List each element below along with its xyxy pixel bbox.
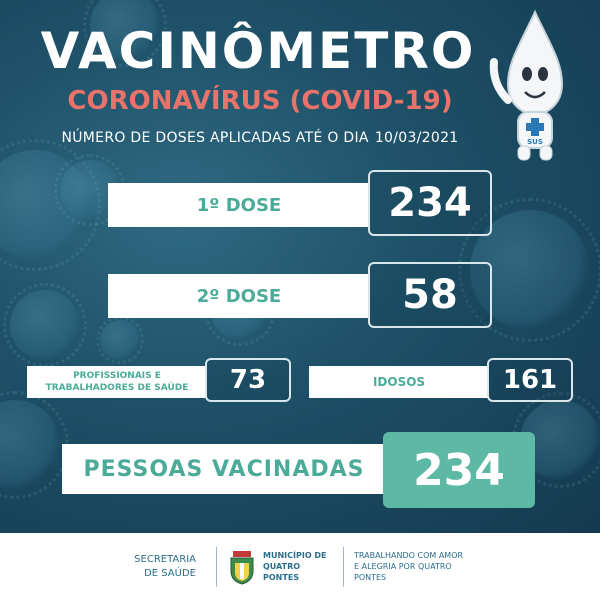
mascot-badge: SUS [527,138,543,146]
footer-divider [343,547,344,587]
vaccine-drop-mascot-icon [480,4,590,164]
slogan-line2: E ALEGRIA POR QUATRO PONTES [354,562,452,582]
footer [0,533,600,600]
secretaria-line2: DE SAÚDE [144,567,196,579]
municipio-line1: MUNICÍPIO DE [263,551,327,560]
vaccinated-label: PESSOAS VACINADAS [62,444,386,494]
virus-decoration [0,400,60,490]
dose1-value: 234 [368,170,492,236]
footer-divider [216,547,217,587]
municipal-crest-icon [227,549,257,585]
health-workers-label: PROFISSIONAIS E TRABALHADORES DE SAÚDE [27,366,207,398]
vaccinated-value: 234 [383,432,535,508]
virus-decoration [100,320,140,360]
virus-decoration [10,290,80,360]
elderly-label: IDOSOS [309,366,489,398]
dose2-value: 58 [368,262,492,328]
elderly-value: 161 [487,358,573,402]
health-workers-value: 73 [205,358,291,402]
slogan-line1: TRABALHANDO COM AMOR [354,551,464,560]
dose2-label: 2º DOSE [108,274,370,318]
page-title: VACINÔMETRO [40,22,476,80]
footer-secretaria [116,553,196,581]
doses-text: NÚMERO DE DOSES APLICADAS ATÉ O DIA [61,130,369,146]
report-date: 10/03/2021 [374,130,459,146]
footer-municipio [263,550,333,583]
municipio-line2: QUATRO PONTES [263,562,301,582]
page-subtitle: CORONAVÍRUS (COVID-19) [67,86,453,116]
footer-slogan [354,550,484,583]
doses-date-line [0,130,520,146]
secretaria-line1: SECRETARIA [134,553,196,565]
dose1-label: 1º DOSE [108,183,370,227]
